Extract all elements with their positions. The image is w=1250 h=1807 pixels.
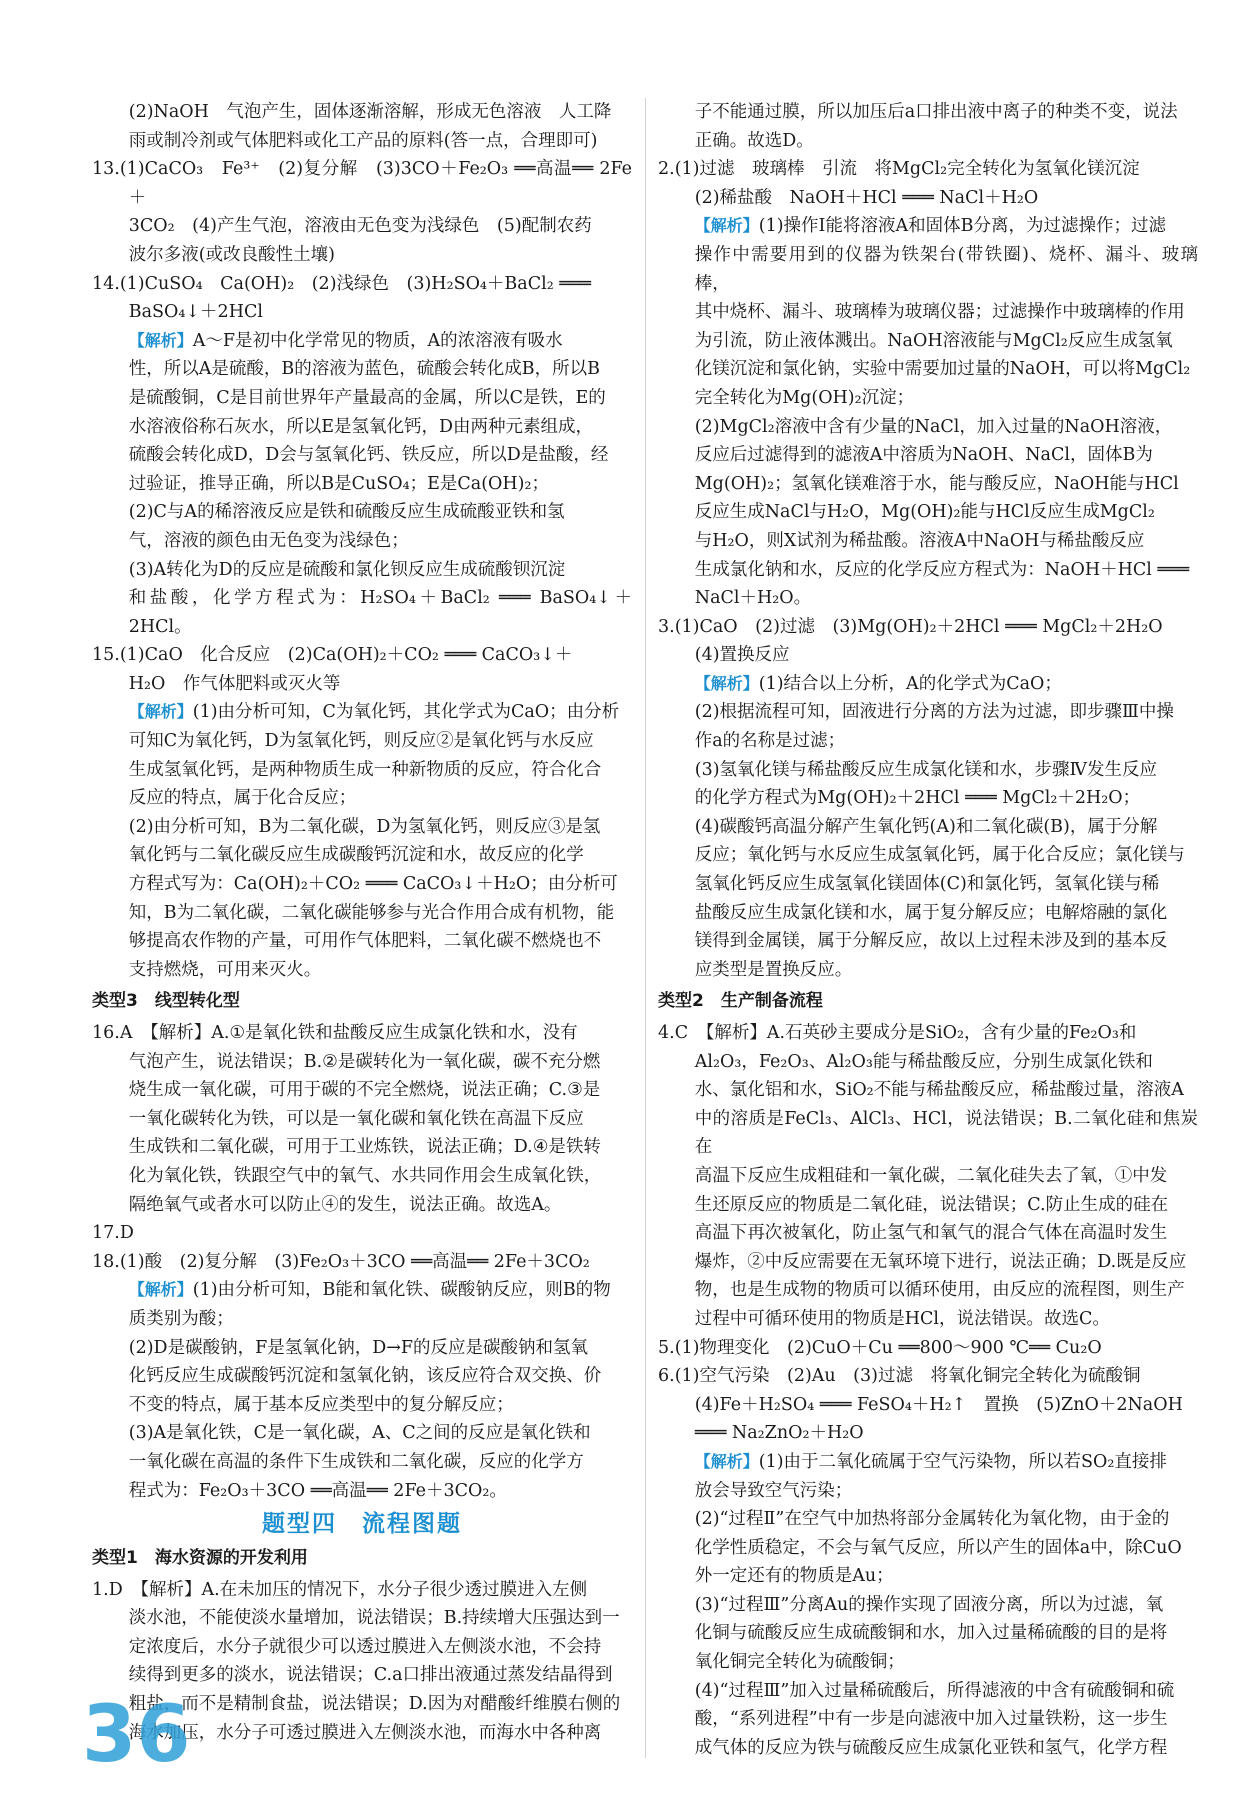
text-line: 烧生成一氧化碳，可用于碳的不完全燃烧，说法正确；C.③是 <box>128 1080 601 1101</box>
analysis-line <box>92 1276 632 1305</box>
text-line: 盐酸反应生成氯化镁和水，属于复分解反应；电解熔融的氯化 <box>694 902 1168 923</box>
text-line: 爆炸，②中反应需要在无氧环境下进行，说法正确；D.既是反应 <box>694 1251 1187 1272</box>
answer-line: 1.D 【解析】A.在未加压的情况下，水分子很少透过膜进入左侧 <box>92 1579 588 1600</box>
text-line: 水溶液俗称石灰水，所以E是氢氧化钙，D由两种元素组成， <box>128 416 594 437</box>
analysis-tag: 【解析】 <box>694 673 759 693</box>
answer-line: 5.(1)物理变化 (2)CuO＋Cu ══800～900 ℃══ Cu₂O <box>658 1337 1102 1358</box>
text-line: 反应生成NaCl与H₂O，Mg(OH)₂能与HCl反应生成MgCl₂ <box>694 502 1155 523</box>
answer-line: 17.D <box>92 1223 134 1244</box>
answer-line: 14.(1)CuSO₄ Ca(OH)₂ (2)浅绿色 (3)H₂SO₄＋BaCl₂ ═══ <box>92 273 591 294</box>
text-line: 过程中可循环使用的物质是HCl，说法错误。故选C。 <box>694 1308 1110 1329</box>
text-line: 性，所以A是硫酸，B的溶液为蓝色，硫酸会转化成B，所以B <box>128 359 600 380</box>
text-line: 化为氧化铁，铁跟空气中的氧气、水共同作用会生成氧化铁， <box>128 1165 602 1186</box>
analysis-line <box>92 327 632 356</box>
text-line: 海水加压，水分子可透过膜进入左侧淡水池，而海水中各种离 <box>128 1722 602 1743</box>
analysis-text: (1)由于二氧化硫属于空气污染物，所以若SO₂直接排 <box>758 1451 1167 1472</box>
text-line: 为引流，防止液体溅出。NaOH溶液能与MgCl₂反应生成氢氧 <box>694 330 1173 351</box>
analysis-tag: 【解析】 <box>694 216 759 236</box>
analysis-tag: 【解析】 <box>128 1280 193 1300</box>
text-line: 反应；氧化钙与水反应生成氢氧化钙，属于化合反应；氯化镁与 <box>694 845 1185 866</box>
text-line: 生成铁和二氧化碳，可用于工业炼铁，说法正确；D.④是铁转 <box>128 1137 601 1158</box>
text-line: (3)氢氧化镁与稀盐酸反应生成氯化镁和水，步骤Ⅳ发生反应 <box>694 759 1158 780</box>
analysis-tag: 【解析】 <box>128 702 193 722</box>
answer-line: 13.(1)CaCO₃ Fe³⁺ (2)复分解 (3)3CO＋Fe₂O₃ ══高温══ 2Fe＋ <box>92 159 632 208</box>
text-line: (2)D是碳酸钠，F是氢氧化钠，D→F的反应是碳酸钠和氢氧 <box>128 1337 589 1358</box>
text-line: 化镁沉淀和氯化钠，实验中需要加过量的NaOH，可以将MgCl₂ <box>694 359 1191 380</box>
text-line: 不变的特点，属于基本反应类型中的复分解反应； <box>128 1394 514 1415</box>
text-line: 是硫酸铜，C是目前世界年产量最高的金属，所以C是铁，E的 <box>128 387 606 408</box>
text-line: 其中烧杯、漏斗、玻璃棒为玻璃仪器；过滤操作中玻璃棒的作用 <box>694 302 1185 323</box>
text-line: 波尔多液(或改良酸性土壤) <box>128 244 335 265</box>
text-line: 够提高农作物的产量，可用作气体肥料，二氧化碳不燃烧也不 <box>128 931 602 952</box>
section-heading: 题型四 流程图题 <box>262 1511 462 1538</box>
text-line: (4)置换反应 <box>694 645 790 666</box>
text-line: H₂O 作气体肥料或灭火等 <box>128 673 341 694</box>
text-line: (2)NaOH 气泡产生，固体逐渐溶解，形成无色溶液 人工降 <box>128 102 612 122</box>
text-line: 续得到更多的淡水，说法错误；C.a口排出液通过蒸发结晶得到 <box>128 1665 613 1686</box>
text-line: 与H₂O，则X试剂为稀盐酸。溶液A中NaOH与稀盐酸反应 <box>694 530 1145 551</box>
type-heading: 类型3 线型转化型 <box>92 991 240 1012</box>
text-line: 的化学方程式为Mg(OH)₂＋2HCl ═══ MgCl₂＋2H₂O； <box>694 788 1141 809</box>
answer-line: 2.(1)过滤 玻璃棒 引流 将MgCl₂完全转化为氢氧化镁沉淀 <box>658 159 1140 180</box>
answer-line: 3.(1)CaO (2)过滤 (3)Mg(OH)₂＋2HCl ═══ MgCl₂＋2H₂O <box>658 616 1163 637</box>
text-line: 一氧化碳在高温的条件下生成铁和二氧化碳，反应的化学方 <box>128 1451 584 1472</box>
type-heading: 类型2 生产制备流程 <box>658 991 823 1012</box>
text-line: 3CO₂ (4)产生气泡，溶液由无色变为浅绿色 (5)配制农药 <box>128 216 592 237</box>
text-line: (4)碳酸钙高温分解产生氧化钙(A)和二氧化碳(B)，属于分解 <box>694 816 1158 837</box>
text-line: 知，B为二氧化碳，二氧化碳能够参与光合作用合成有机物，能 <box>128 902 615 923</box>
text-line: 中的溶质是FeCl₃、AlCl₃、HCl，说法错误；B.二氧化硅和焦炭在 <box>694 1108 1198 1158</box>
text-line: 放会导致空气污染； <box>694 1480 853 1501</box>
text-line: Al₂O₃，Fe₂O₃、Al₂O₃能与稀盐酸反应，分别生成氯化铁和 <box>694 1051 1153 1072</box>
text-line: 质类别为酸； <box>128 1308 234 1329</box>
text-line: (4)Fe＋H₂SO₄ ═══ FeSO₄＋H₂↑ 置换 (5)ZnO＋2NaOH <box>694 1394 1183 1415</box>
analysis-line <box>92 698 632 727</box>
text-line: NaCl＋H₂O。 <box>694 588 812 609</box>
text-line: 气，溶液的颜色由无色变为浅绿色； <box>128 530 409 551</box>
text-line: 氧化铜完全转化为硫酸铜； <box>694 1652 905 1673</box>
text-line: 生成氯化钠和水，反应的化学反应方程式为：NaOH＋HCl ═══ <box>694 559 1190 580</box>
text-line: 雨或制冷剂或气体肥料或化工产品的原料(答一点，合理即可) <box>128 130 598 151</box>
analysis-text: (1)由分析可知，B能和氧化铁、碳酸钠反应，则B的物 <box>192 1280 611 1301</box>
text-line: (2)C与A的稀溶液反应是铁和硫酸反应生成硫酸亚铁和氢 <box>128 502 565 523</box>
text-line: Mg(OH)₂；氢氧化镁难溶于水，能与酸反应，NaOH能与HCl <box>694 473 1179 494</box>
text-line: 硫酸会转化成D，D会与氢氧化钙、铁反应，所以D是盐酸，经 <box>128 445 609 466</box>
text-line: (2)稀盐酸 NaOH＋HCl ═══ NaCl＋H₂O <box>694 187 1039 208</box>
analysis-text: (1)结合以上分析，A的化学式为CaO； <box>758 673 1062 694</box>
analysis-text: (1)操作Ⅰ能将溶液A和固体B分离，为过滤操作；过滤 <box>758 216 1166 237</box>
text-line: 水、氯化铝和水，SiO₂不能与稀盐酸反应，稀盐酸过量，溶液A <box>694 1080 1184 1101</box>
analysis-text: A～F是初中化学常见的物质，A的浓溶液有吸水 <box>192 330 563 351</box>
text-line: 方程式写为：Ca(OH)₂＋CO₂ ═══ CaCO₃↓＋H₂O；由分析可 <box>128 874 618 895</box>
text-line: 成气体的反应为铁与硫酸反应生成氯化亚铁和氢气，化学方程 <box>694 1737 1168 1758</box>
right-column <box>658 98 1198 1778</box>
text-line: (2)“过程Ⅱ”在空气中加热将部分金属转化为氧化物，由于金的 <box>694 1509 1170 1530</box>
text-line: 程式为：Fe₂O₃＋3CO ══高温══ 2Fe＋3CO₂。 <box>128 1480 507 1501</box>
text-line: 气泡产生，说法错误；B.②是碳转化为一氧化碳，碳不充分燃 <box>128 1051 601 1072</box>
analysis-text: (1)由分析可知，C为氧化钙，其化学式为CaO；由分析 <box>192 702 620 723</box>
text-line: 完全转化为Mg(OH)₂沉淀； <box>694 387 915 408</box>
text-line: 生成氢氧化钙，是两种物质生成一种新物质的反应，符合化合 <box>128 759 602 780</box>
left-column <box>92 98 632 1778</box>
text-line: 反应的特点，属于化合反应； <box>128 788 357 809</box>
text-line: 可知C为氧化钙，D为氢氧化钙，则反应②是氧化钙与水反应 <box>128 731 594 752</box>
answer-line: 15.(1)CaO 化合反应 (2)Ca(OH)₂＋CO₂ ═══ CaCO₃↓＋ <box>92 645 573 666</box>
text-line: 粗盐，而不是精制食盐，说法错误；D.因为对醋酸纤维膜右侧的 <box>128 1694 621 1715</box>
text-line: 镁得到金属镁，属于分解反应，故以上过程未涉及到的基本反 <box>694 931 1168 952</box>
text-line: 高温下反应生成粗硅和一氧化碳，二氧化硅失去了氧，①中发 <box>694 1165 1168 1186</box>
analysis-line <box>658 212 1198 241</box>
text-line: 过验证，推导正确，所以B是CuSO₄；E是Ca(OH)₂； <box>128 473 549 494</box>
text-line: 定浓度后，水分子就很少可以透过膜进入左侧淡水池，不会持 <box>128 1636 602 1657</box>
text-line: 隔绝氧气或者水可以防止④的发生，说法正确。故选A。 <box>128 1194 562 1215</box>
text-line: 生还原反应的物质是二氧化硅，说法错误；C.防止生成的硅在 <box>694 1194 1169 1215</box>
text-line: (2)MgCl₂溶液中含有少量的NaCl，加入过量的NaOH溶液， <box>694 416 1173 437</box>
page-number: 36 <box>82 1690 191 1780</box>
analysis-tag: 【解析】 <box>694 1451 759 1471</box>
text-line: (2)根据流程可知，固液进行分离的方法为过滤，即步骤Ⅲ中操 <box>694 702 1174 723</box>
text-line: 和盐酸，化学方程式为：H₂SO₄＋BaCl₂ ═══ BaSO₄↓＋2HCl。 <box>128 588 632 637</box>
text-line: 化铜与硫酸反应生成硫酸铜和水，加入过量稀硫酸的目的是将 <box>694 1623 1168 1644</box>
text-line: 外一定还有的物质是Au； <box>694 1566 894 1587</box>
text-line: 淡水池，不能使淡水量增加，说法错误；B.持续增大压强达到一 <box>128 1608 620 1629</box>
text-line: 反应后过滤得到的滤液A中溶质为NaOH、NaCl，固体B为 <box>694 445 1153 466</box>
text-line: 高温下再次被氧化，防止氢气和氧气的混合气体在高温时发生 <box>694 1223 1168 1244</box>
text-line: (3)A是氧化铁，C是一氧化碳，A、C之间的反应是氧化铁和 <box>128 1423 591 1444</box>
column-divider <box>645 98 646 1758</box>
analysis-line <box>658 670 1198 699</box>
text-line: 作a的名称是过滤； <box>694 731 846 752</box>
text-line: 氢氧化钙反应生成氢氧化镁固体(C)和氯化钙，氢氧化镁与稀 <box>694 874 1160 895</box>
text-line: BaSO₄↓＋2HCl <box>128 302 263 323</box>
text-line: 酸，“系列进程”中有一步是向滤液中加入过量铁粉，这一步生 <box>694 1709 1168 1730</box>
text-line: 化钙反应生成碳酸钙沉淀和氢氧化钠，该反应符合双交换、价 <box>128 1366 602 1387</box>
text-line: 化学性质稳定，不会与氧气反应，所以产生的固体a中，除CuO <box>694 1537 1182 1558</box>
text-line: (4)“过程Ⅲ”加入过量稀硫酸后，所得滤液的中含有硫酸铜和硫 <box>694 1680 1175 1701</box>
text-line: 子不能通过膜，所以加压后a口排出液中离子的种类不变，说法 <box>694 102 1178 122</box>
text-line: 应类型是置换反应。 <box>694 959 853 980</box>
text-line: (3)A转化为D的反应是硫酸和氯化钡反应生成硫酸钡沉淀 <box>128 559 566 580</box>
answer-line: 16.A 【解析】A.①是氧化铁和盐酸反应生成氯化铁和水，没有 <box>92 1023 578 1043</box>
text-line: 一氧化碳转化为铁，可以是一氧化碳和氧化铁在高温下反应 <box>128 1108 584 1129</box>
text-line: (3)“过程Ⅲ”分离Au的操作实现了固液分离，所以为过滤，氧 <box>694 1594 1164 1615</box>
text-line: 支持燃烧，可用来灭火。 <box>128 959 322 980</box>
analysis-line <box>658 1448 1198 1477</box>
text-line: 正确。故选D。 <box>694 130 814 151</box>
type-heading: 类型1 海水资源的开发利用 <box>92 1548 308 1569</box>
text-line: 物，也是生成物的物质可以循环使用，由反应的流程图，则生产 <box>694 1280 1185 1301</box>
answer-line: 6.(1)空气污染 (2)Au (3)过滤 将氧化铜完全转化为硫酸铜 <box>658 1366 1141 1387</box>
text-line: 操作中需要用到的仪器为铁架台(带铁圈)、烧杯、漏斗、玻璃棒， <box>694 244 1198 294</box>
answer-line: 18.(1)酸 (2)复分解 (3)Fe₂O₃＋3CO ══高温══ 2Fe＋3CO₂ <box>92 1251 590 1272</box>
text-line: ═══ Na₂ZnO₂＋H₂O <box>694 1423 864 1444</box>
analysis-tag: 【解析】 <box>128 330 193 350</box>
text-line: 氧化钙与二氧化碳反应生成碳酸钙沉淀和水，故反应的化学 <box>128 845 584 866</box>
answer-line: 4.C 【解析】A.石英砂主要成分是SiO₂，含有少量的Fe₂O₃和 <box>658 1023 1137 1043</box>
text-line: (2)由分析可知，B为二氧化碳，D为氢氧化钙，则反应③是氢 <box>128 816 601 837</box>
